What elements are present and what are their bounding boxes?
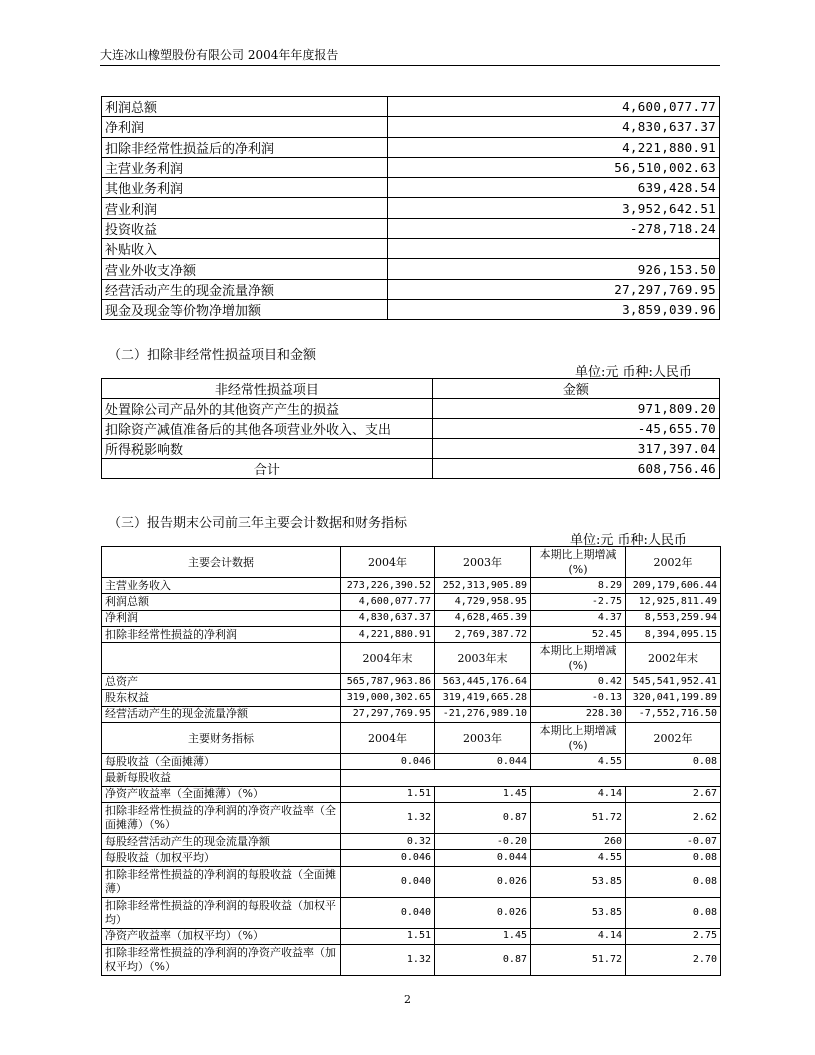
row-value: -0.13 [531, 690, 626, 706]
col-header: 本期比上期增减(%) [531, 643, 626, 674]
row-label: 利润总额 [102, 97, 388, 117]
row-label: 净利润 [102, 117, 388, 137]
section2-title: （二）扣除非经常性损益项目和金额 [108, 348, 317, 363]
table-row [102, 137, 720, 157]
table-row [102, 594, 721, 610]
row-value: 4.55 [531, 850, 626, 866]
col-header: 2002年 [626, 723, 721, 754]
row-value: 0.08 [626, 754, 721, 770]
row-value: 545,541,952.41 [626, 674, 721, 690]
row-value: 4,221,880.91 [341, 626, 435, 642]
row-value: 0.046 [341, 754, 435, 770]
row-value: 4,830,637.37 [387, 117, 719, 137]
row-value: 2,769,387.72 [435, 626, 531, 642]
row-value: 2.70 [626, 944, 721, 975]
col-header: 2003年末 [435, 643, 531, 674]
row-value: 971,809.20 [432, 399, 719, 419]
table-row [102, 866, 721, 897]
col-header-amount: 金额 [432, 379, 719, 399]
table-header-row [102, 547, 721, 578]
row-value: 4,830,637.37 [341, 610, 435, 626]
table-row [102, 279, 720, 299]
row-value: -0.07 [626, 833, 721, 849]
row-value: 8,553,259.94 [626, 610, 721, 626]
row-label: 每股收益（加权平均） [102, 850, 341, 866]
row-value: 52.45 [531, 626, 626, 642]
col-header: 2003年 [435, 547, 531, 578]
row-value: 1.45 [435, 928, 531, 944]
row-value: -278,718.24 [387, 218, 719, 238]
row-value: 1.32 [341, 802, 435, 833]
row-value: 2.62 [626, 802, 721, 833]
row-value: 4,729,958.95 [435, 594, 531, 610]
table-row [102, 754, 721, 770]
row-label: 扣除非经常性损益的净利润的每股收益（加权平均） [102, 897, 341, 928]
table-row [102, 157, 720, 177]
row-label: 处置除公司产品外的其他资产产生的损益 [102, 399, 433, 419]
row-label: 投资收益 [102, 218, 388, 238]
profit-summary-table [101, 96, 720, 320]
row-value: 4,600,077.77 [387, 97, 719, 117]
row-value: 0.026 [435, 866, 531, 897]
row-value: 0.044 [435, 754, 531, 770]
row-value: 4,628,465.39 [435, 610, 531, 626]
row-value: 2.67 [626, 786, 721, 802]
table-row [102, 198, 720, 218]
row-value: 12,925,811.49 [626, 594, 721, 610]
row-value: 51.72 [531, 944, 626, 975]
table-row [102, 299, 720, 319]
row-value: 4,600,077.77 [341, 594, 435, 610]
row-value: 317,397.04 [432, 439, 719, 459]
section3-unit: 单位:元 币种:人民币 [570, 533, 687, 548]
row-value: 209,179,606.44 [626, 578, 721, 594]
table-row [102, 399, 720, 419]
col-header: 2003年 [435, 723, 531, 754]
row-value: 4.14 [531, 928, 626, 944]
row-value: 1.32 [341, 944, 435, 975]
row-value: 0.026 [435, 897, 531, 928]
table-row [102, 897, 721, 928]
row-value: 0.040 [341, 866, 435, 897]
col-header-item: 非经常性损益项目 [102, 379, 433, 399]
col-header: 本期比上期增减(%) [531, 547, 626, 578]
row-value: 8,394,095.15 [626, 626, 721, 642]
row-empty [341, 770, 721, 786]
row-value: 4.14 [531, 786, 626, 802]
row-label: 其他业务利润 [102, 178, 388, 198]
table-row [102, 439, 720, 459]
row-label: 净资产收益率（加权平均）（%） [102, 928, 341, 944]
table-row [102, 944, 721, 975]
row-value: 0.87 [435, 802, 531, 833]
table-row [102, 786, 721, 802]
table-row [102, 178, 720, 198]
row-value: 320,041,199.89 [626, 690, 721, 706]
table-row [102, 610, 721, 626]
row-label: 股东权益 [102, 690, 341, 706]
page-number: 2 [404, 993, 411, 1006]
row-value: 4.37 [531, 610, 626, 626]
col-header-label: 主要会计数据 [102, 547, 341, 578]
row-value: -2.75 [531, 594, 626, 610]
table-row [102, 770, 721, 786]
row-label: 经营活动产生的现金流量净额 [102, 706, 341, 722]
table-row [102, 259, 720, 279]
row-label: 主营业务利润 [102, 157, 388, 177]
row-value: 51.72 [531, 802, 626, 833]
table-row [102, 419, 720, 439]
table-row [102, 850, 721, 866]
row-value: 228.30 [531, 706, 626, 722]
table-header-row [102, 723, 721, 754]
row-value: 0.040 [341, 897, 435, 928]
row-value: 0.87 [435, 944, 531, 975]
col-header-label [102, 643, 341, 674]
col-header: 2002年 [626, 547, 721, 578]
col-header: 2004年 [341, 547, 435, 578]
table-row [102, 928, 721, 944]
table-row [102, 833, 721, 849]
row-value: 53.85 [531, 866, 626, 897]
header-divider [100, 65, 720, 66]
total-row [102, 459, 720, 479]
row-value: 0.08 [626, 866, 721, 897]
table-row [102, 674, 721, 690]
row-label: 扣除非经常性损益后的净利润 [102, 137, 388, 157]
row-value: -7,552,716.50 [626, 706, 721, 722]
row-value: 8.29 [531, 578, 626, 594]
row-label: 扣除非经常性损益的净利润的净资产收益率（加权平均）（%） [102, 944, 341, 975]
report-header: 大连冰山橡塑股份有限公司 2004年年度报告 [100, 48, 339, 62]
table-header-row [102, 379, 720, 399]
row-label: 补贴收入 [102, 239, 388, 259]
col-header: 2004年 [341, 723, 435, 754]
row-value: 56,510,002.63 [387, 157, 719, 177]
row-value: 273,226,390.52 [341, 578, 435, 594]
row-label: 营业外收支净额 [102, 259, 388, 279]
row-value: 0.08 [626, 850, 721, 866]
row-value: -0.20 [435, 833, 531, 849]
row-value: 0.046 [341, 850, 435, 866]
key-financial-data-table [101, 546, 721, 976]
row-value: 4.55 [531, 754, 626, 770]
row-label: 所得税影响数 [102, 439, 433, 459]
row-value: -21,276,989.10 [435, 706, 531, 722]
row-label: 经营活动产生的现金流量净额 [102, 279, 388, 299]
row-value: 4,221,880.91 [387, 137, 719, 157]
row-value: 1.51 [341, 786, 435, 802]
section2-unit: 单位:元 币种:人民币 [575, 365, 692, 380]
row-value: 319,000,302.65 [341, 690, 435, 706]
row-value: 0.32 [341, 833, 435, 849]
row-value: 3,952,642.51 [387, 198, 719, 218]
table-row [102, 706, 721, 722]
table-row [102, 97, 720, 117]
table-row [102, 626, 721, 642]
table-row [102, 578, 721, 594]
row-label: 扣除资产减值准备后的其他各项营业外收入、支出 [102, 419, 433, 439]
row-value: 563,445,176.64 [435, 674, 531, 690]
table-row [102, 690, 721, 706]
row-label: 净利润 [102, 610, 341, 626]
row-label: 现金及现金等价物净增加额 [102, 299, 388, 319]
row-value: -45,655.70 [432, 419, 719, 439]
non-recurring-items-table [101, 378, 720, 479]
col-header: 2002年末 [626, 643, 721, 674]
row-label: 扣除非经常性损益的净利润的每股收益（全面摊薄） [102, 866, 341, 897]
table-row [102, 218, 720, 238]
row-value: 53.85 [531, 897, 626, 928]
row-value: 0.044 [435, 850, 531, 866]
table-row [102, 239, 720, 259]
table-header-row [102, 643, 721, 674]
row-value [387, 239, 719, 259]
row-value: 252,313,905.89 [435, 578, 531, 594]
row-value: 260 [531, 833, 626, 849]
row-value: 1.45 [435, 786, 531, 802]
row-label: 最新每股收益 [102, 770, 341, 786]
row-value: 319,419,665.28 [435, 690, 531, 706]
row-label: 利润总额 [102, 594, 341, 610]
section3-title: （三）报告期末公司前三年主要会计数据和财务指标 [108, 516, 408, 531]
row-label: 每股收益（全面摊薄） [102, 754, 341, 770]
col-header: 本期比上期增减(%) [531, 723, 626, 754]
row-value: 926,153.50 [387, 259, 719, 279]
table-row [102, 117, 720, 137]
row-label: 扣除非经常性损益的净利润 [102, 626, 341, 642]
total-label: 合计 [102, 459, 433, 479]
row-value: 2.75 [626, 928, 721, 944]
row-value: 3,859,039.96 [387, 299, 719, 319]
row-value: 27,297,769.95 [387, 279, 719, 299]
col-header: 2004年末 [341, 643, 435, 674]
total-value: 608,756.46 [432, 459, 719, 479]
row-value: 27,297,769.95 [341, 706, 435, 722]
row-value: 1.51 [341, 928, 435, 944]
row-label: 扣除非经常性损益的净利润的净资产收益率（全面摊薄）（%） [102, 802, 341, 833]
row-label: 营业利润 [102, 198, 388, 218]
row-label: 主营业务收入 [102, 578, 341, 594]
row-label: 净资产收益率（全面摊薄）（%） [102, 786, 341, 802]
row-value: 565,787,963.86 [341, 674, 435, 690]
row-value: 0.42 [531, 674, 626, 690]
row-value: 639,428.54 [387, 178, 719, 198]
row-label: 总资产 [102, 674, 341, 690]
row-label: 每股经营活动产生的现金流量净额 [102, 833, 341, 849]
row-value: 0.08 [626, 897, 721, 928]
table-row [102, 802, 721, 833]
col-header-label: 主要财务指标 [102, 723, 341, 754]
